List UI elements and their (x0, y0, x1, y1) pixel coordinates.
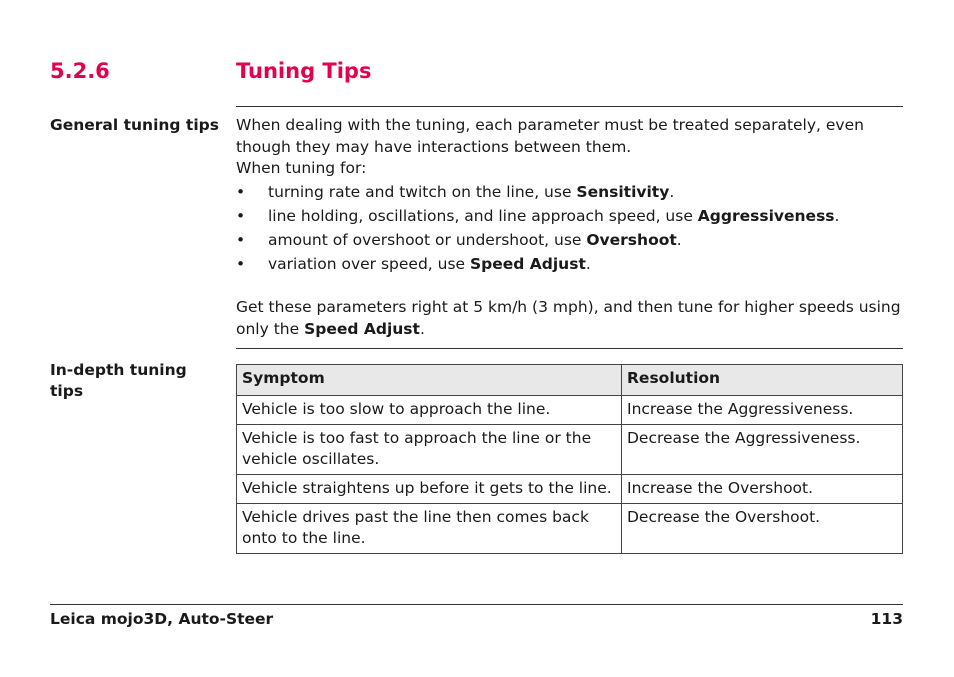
list-item: • line holding, oscillations, and line approach speed, use Aggressiveness. (236, 204, 906, 228)
bullet-dot: • (236, 254, 246, 273)
section-title: Tuning Tips (236, 59, 372, 83)
general-tips-body (236, 115, 906, 276)
top-divider (236, 106, 903, 107)
general-tips-label: General tuning tips (50, 116, 219, 134)
when-tuning-line: When tuning for: (236, 159, 367, 177)
resolution-cell: Increase the Aggressiveness. (622, 396, 903, 425)
closing-paragraph: Get these parameters right at 5 km/h (3 mph), and then tune for higher speeds using only the Speed Adjust. (236, 298, 901, 338)
parameter-name: Sensitivity (576, 182, 670, 201)
resolution-cell: Increase the Overshoot. (622, 475, 903, 504)
resolution-cell: Decrease the Aggressiveness. (622, 425, 903, 475)
section-number: 5.2.6 (50, 59, 110, 83)
tuning-table (236, 364, 903, 554)
table-row (237, 475, 903, 504)
resolution-cell: Decrease the Overshoot. (622, 504, 903, 554)
footer-divider (50, 604, 903, 605)
table-row (237, 425, 903, 475)
column-header-resolution: Resolution (622, 365, 903, 396)
indepth-tips-label: In-depth tuning tips (50, 361, 187, 400)
parameter-name: Speed Adjust (304, 319, 420, 338)
page-number: 113 (870, 610, 903, 628)
bullet-dot: • (236, 206, 246, 225)
tuning-bullet-list (236, 180, 906, 276)
column-header-symptom: Symptom (237, 365, 622, 396)
table-row (237, 504, 903, 554)
parameter-name: Overshoot (586, 230, 677, 249)
footer-title: Leica mojo3D, Auto-Steer (50, 610, 274, 628)
table-row (237, 396, 903, 425)
section-heading (50, 59, 903, 87)
list-item: • variation over speed, use Speed Adjust. (236, 252, 906, 276)
symptom-cell: Vehicle drives past the line then comes back onto to the line. (237, 504, 622, 554)
list-item: • amount of overshoot or undershoot, use Overshoot. (236, 228, 906, 252)
symptom-cell: Vehicle is too slow to approach the line. (237, 396, 622, 425)
bullet-dot: • (236, 230, 246, 249)
middle-divider (236, 348, 903, 349)
intro-paragraph: When dealing with the tuning, each parameter must be treated separately, even though they may have interactions between them. (236, 116, 864, 156)
bullet-dot: • (236, 182, 246, 201)
list-item: • turning rate and twitch on the line, use Sensitivity. (236, 180, 906, 204)
symptom-cell: Vehicle straightens up before it gets to the line. (237, 475, 622, 504)
parameter-name: Speed Adjust (470, 254, 586, 273)
symptom-cell: Vehicle is too fast to approach the line or the vehicle oscillates. (237, 425, 622, 475)
table-header-row (237, 365, 903, 396)
parameter-name: Aggressiveness (697, 206, 835, 225)
